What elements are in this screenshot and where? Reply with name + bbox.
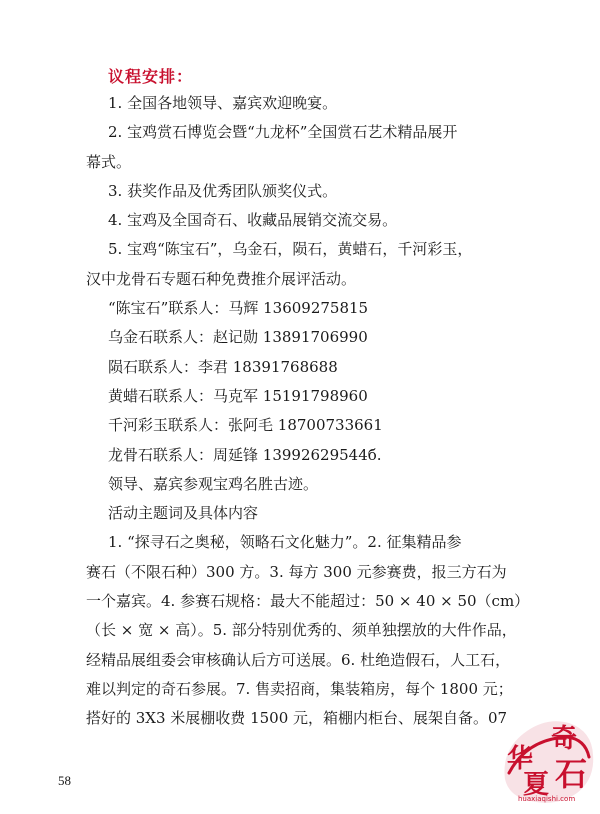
text-line: 黄蜡石联系人：马克军 15191798960 xyxy=(108,386,368,405)
text-line: 陨石联系人：李君 18391768688 xyxy=(108,357,338,376)
text-line: 赛石（不限石种）300 方。3. 每方 300 元参赛费，报三方石为 xyxy=(86,562,507,581)
text-line: 乌金石联系人：赵记勋 13891706990 xyxy=(108,328,368,347)
text-line: 幕式。 xyxy=(86,152,132,171)
page-number: 58 xyxy=(58,773,71,788)
logo-char: 石 xyxy=(555,755,588,793)
text-line: 领导、嘉宾参观宝鸡名胜古迹。 xyxy=(108,474,319,493)
logo-url: huaxiaqishi.com xyxy=(518,795,576,803)
logo-char: 夏 xyxy=(523,770,550,800)
text-line: 千河彩玉联系人：张阿毛 18700733661 xyxy=(108,416,383,435)
body-text xyxy=(86,89,530,734)
text-line: 2. 宝鸡赏石博览会暨“九龙杯”全国赏石艺术精品展开 xyxy=(108,123,458,142)
text-line: 一个嘉宾。4. 参赛石规格：最大不能超过：50 × 40 × 50（cm） xyxy=(86,592,530,611)
text-line: 5. 宝鸡“陈宝石”，乌金石，陨石，黄蜡石，千河彩玉， xyxy=(108,240,473,259)
text-line: 难以判定的奇石参展。7. 售卖招商，集装箱房，每个 1800 元； xyxy=(86,679,513,698)
logo-char: 奇 xyxy=(551,724,578,754)
text-line: 汉中龙骨石专题石种免费推介展评活动。 xyxy=(86,269,357,288)
text-line: （长 × 宽 × 高）。5. 部分特别优秀的、须单独摆放的大件作品， xyxy=(86,621,517,640)
watermark-logo-icon xyxy=(497,709,597,809)
text-line: “陈宝石”联系人：马辉 13609275815 xyxy=(108,299,369,318)
text-line: 搭好的 3X3 米展棚收费 1500 元，箱棚内柜台、展架自备。07 xyxy=(86,709,508,728)
text-line: 1. “探寻石之奥秘，领略石文化魅力”。2. 征集精品参 xyxy=(108,533,462,552)
text-line: 3. 获奖作品及优秀团队颁奖仪式。 xyxy=(108,181,338,200)
text-line: 龙骨石联系人：周延锋 13992629544б. xyxy=(108,445,382,464)
text-line: 4. 宝鸡及全国奇石、收藏品展销交流交易。 xyxy=(108,211,398,230)
text-line: 活动主题词及具体内容 xyxy=(108,504,259,523)
text-line: 1. 全国各地领导、嘉宾欢迎晚宴。 xyxy=(108,94,338,112)
section-title: 议程安排： xyxy=(108,67,194,86)
text-line: 经精品展组委会审核确认后方可送展。6. 杜绝造假石，人工石， xyxy=(86,650,511,669)
logo-char: 华 xyxy=(507,744,534,774)
